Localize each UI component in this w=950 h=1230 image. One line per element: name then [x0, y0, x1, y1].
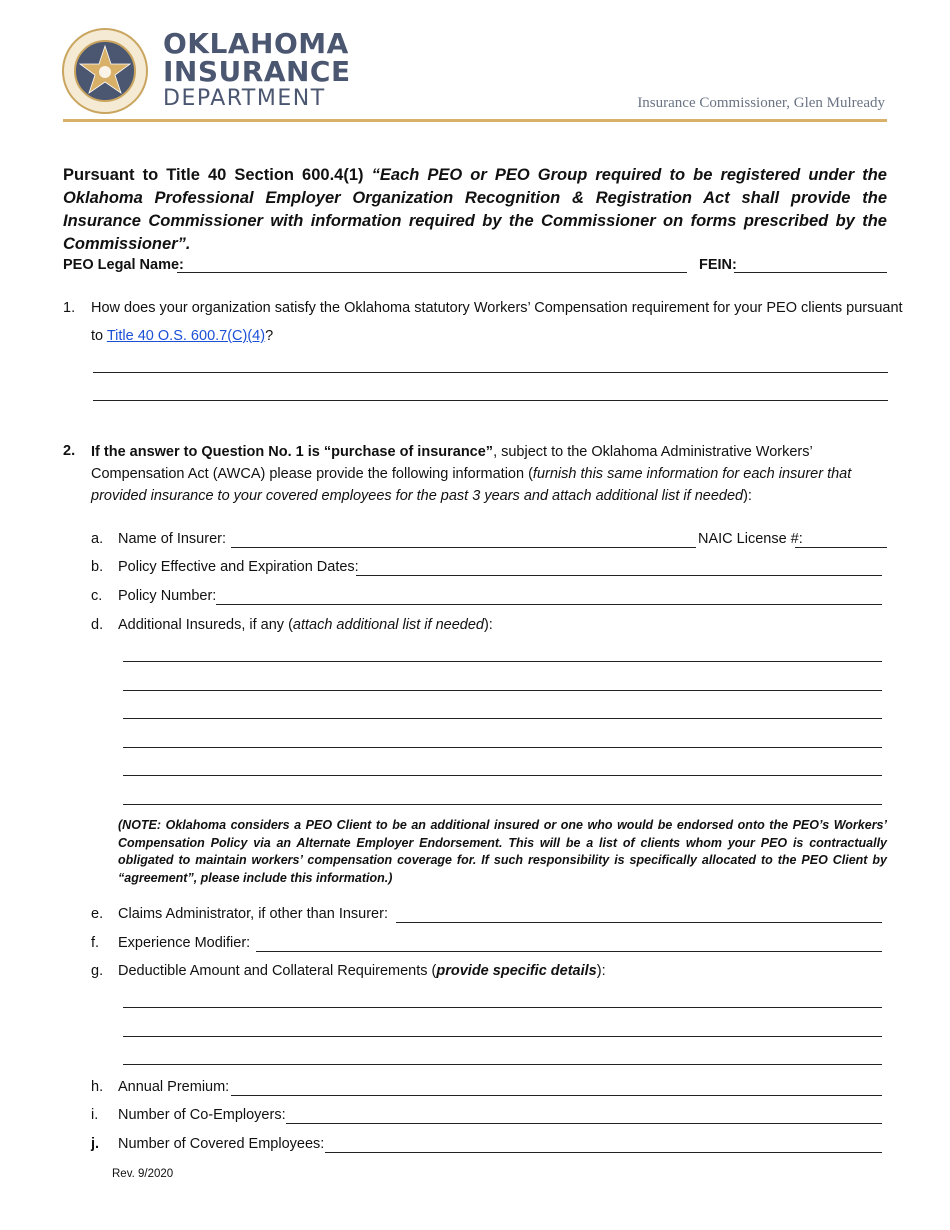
deductible-label-italic: provide specific details — [436, 963, 597, 979]
deductible-details-line[interactable] — [123, 1036, 882, 1037]
annual-premium-label: Annual Premium: — [118, 1079, 230, 1095]
deductible-label-post: ): — [596, 963, 606, 979]
q1-text-line2 — [91, 328, 273, 344]
legal-name-field[interactable] — [177, 272, 687, 273]
q2-rest1: , subject to the Oklahoma Administrative Workers’ Compensation Act (AWCA) please provide the following information ( — [91, 444, 813, 482]
policy-number-label: Policy Number: — [118, 588, 217, 604]
intro-paragraph — [63, 164, 887, 256]
covered-employees-label: Number of Covered Employees: — [118, 1136, 325, 1152]
additional-insureds-label — [118, 617, 493, 633]
state-seal-logo — [62, 28, 148, 114]
fein-label: FEIN: — [699, 257, 737, 273]
additional-insureds-pre: Additional Insureds, if any ( — [118, 617, 293, 633]
item-e-letter: e. — [91, 906, 104, 922]
item-g-letter: g. — [91, 963, 104, 979]
item-h-letter: h. — [91, 1079, 104, 1095]
item-f-letter: f. — [91, 935, 100, 951]
additional-insured-line[interactable] — [123, 804, 882, 805]
item-b-letter: b. — [91, 559, 104, 575]
q2-number: 2. — [63, 443, 76, 459]
fein-field[interactable] — [734, 272, 887, 273]
q1-text-pre: to — [91, 328, 107, 344]
intro-quote: “Each PEO or PEO Group required to be registered under the Oklahoma Professional Employer Organization Recognition & Registration Act shall provide the Insurance Commissioner with information required by the Commissioner on forms prescribed by the Commissioner”. — [63, 166, 887, 253]
q1-answer-line[interactable] — [93, 400, 888, 401]
naic-license-label: NAIC License #: — [698, 531, 803, 547]
additional-insured-line[interactable] — [123, 747, 882, 748]
commissioner-name: Insurance Commissioner, Glen Mulready — [637, 95, 885, 111]
deductible-label-pre: Deductible Amount and Collateral Requirements ( — [118, 963, 437, 979]
item-i-letter: i. — [91, 1107, 99, 1123]
header-divider — [63, 119, 887, 122]
additional-insured-line[interactable] — [123, 690, 882, 691]
intro-lead: Pursuant to Title 40 Section 600.4(1) — [63, 166, 372, 184]
claims-admin-label: Claims Administrator, if other than Insurer: — [118, 906, 388, 922]
item-a-letter: a. — [91, 531, 104, 547]
additional-insured-line[interactable] — [123, 661, 882, 662]
logo-line-oklahoma: OKLAHOMA — [163, 27, 349, 60]
policy-number-field[interactable] — [216, 604, 882, 605]
additional-insured-line[interactable] — [123, 718, 882, 719]
insurer-name-label: Name of Insurer: — [118, 531, 226, 547]
additional-insured-line[interactable] — [123, 775, 882, 776]
logo-line-department: DEPARTMENT — [163, 86, 326, 111]
q2-rest2: ): — [743, 488, 752, 504]
legal-name-label: PEO Legal Name: — [63, 257, 184, 273]
covered-employees-field[interactable] — [325, 1152, 882, 1153]
claims-admin-field[interactable] — [396, 922, 882, 923]
additional-insureds-italic: attach additional list if needed — [292, 617, 484, 633]
co-employers-field[interactable] — [286, 1123, 882, 1124]
q1-answer-line[interactable] — [93, 372, 888, 373]
statute-link[interactable]: Title 40 O.S. 600.7(C)(4) — [106, 328, 266, 344]
experience-modifier-field[interactable] — [256, 951, 882, 952]
additional-insureds-post: ): — [483, 617, 493, 633]
policy-dates-label: Policy Effective and Expiration Dates: — [118, 559, 359, 575]
item-j-letter: j. — [91, 1136, 100, 1152]
peo-client-note: (NOTE: Oklahoma considers a PEO Client to be an additional insured or one who would be endorsed onto the PEO’s Workers’ Compensation Policy via an Alternate Employer Endorsement. This will be a list of clients whom your PEO is contractually obligated to maintain workers’ compensation coverage for. If such responsibility is specifically allocated to the PEO Client by “agreement”, please include this information.) — [118, 818, 887, 885]
deductible-details-line[interactable] — [123, 1007, 882, 1008]
naic-license-field[interactable] — [795, 547, 887, 548]
q1-text: How does your organization satisfy the Oklahoma statutory Workers’ Compensation requirement for your PEO clients pursuant — [91, 300, 903, 316]
revision-date: Rev. 9/2020 — [112, 1168, 174, 1180]
logo-line-insurance: INSURANCE — [163, 55, 351, 88]
policy-dates-field[interactable] — [356, 575, 882, 576]
department-logo-text — [163, 27, 351, 111]
item-d-letter: d. — [91, 617, 104, 633]
item-c-letter: c. — [91, 588, 103, 604]
co-employers-label: Number of Co-Employers: — [118, 1107, 286, 1123]
experience-modifier-label: Experience Modifier: — [118, 935, 251, 951]
q2-bold: If the answer to Question No. 1 is “purchase of insurance” — [91, 444, 494, 460]
q2-italic: furnish this same information for each insurer that provided insurance to your covered employees for the past 3 years and attach additional list if needed — [91, 466, 852, 504]
deductible-label — [118, 963, 606, 979]
annual-premium-field[interactable] — [231, 1095, 882, 1096]
deductible-details-line[interactable] — [123, 1064, 882, 1065]
q1-text-post: ? — [265, 328, 274, 344]
insurer-name-field[interactable] — [231, 547, 696, 548]
q1-number: 1. — [63, 300, 76, 316]
q2-text — [91, 441, 887, 507]
